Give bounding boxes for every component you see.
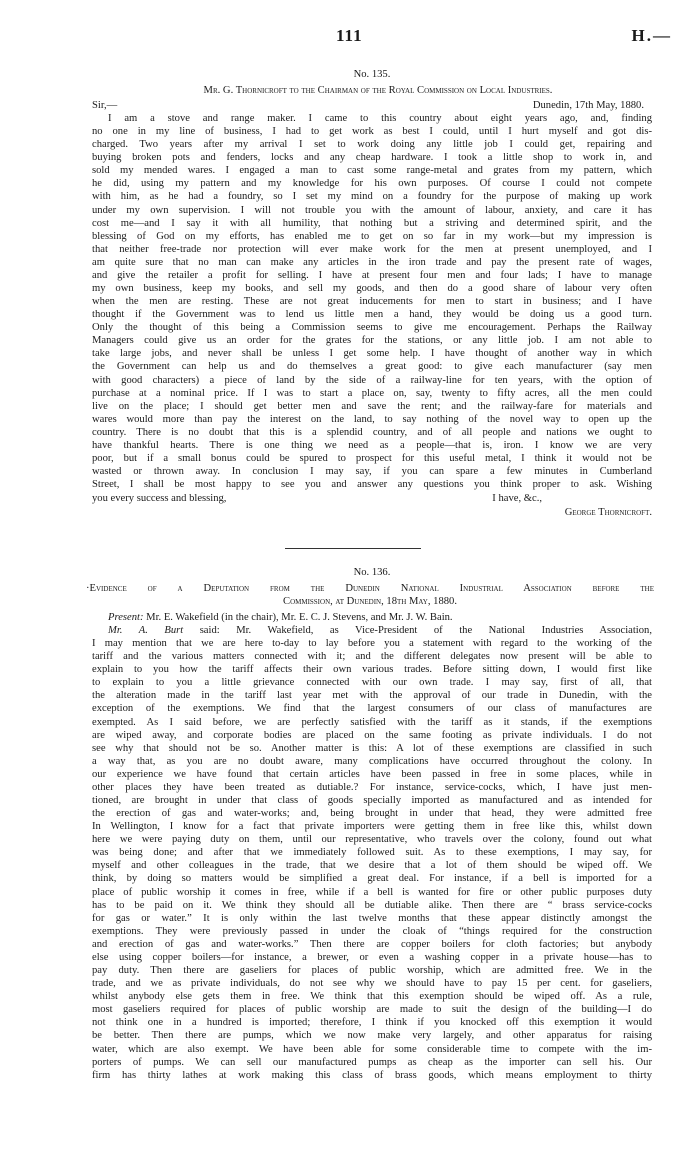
- doc135-body-line: charged. Two years after my arrival I set to work doing any little job I could get, repairing and: [92, 139, 652, 151]
- doc135-body-line: take large jobs, and never shall be unless I get some help. I have thought of another way in which: [92, 348, 652, 360]
- doc135-body-line: under my own supervision. I will not trouble you with the amount of labour, anxiety, and care it has: [92, 204, 652, 216]
- doc136-body-line: tioned, are brought in under that class of goods specially imported as manufactured and as intended for: [92, 795, 652, 807]
- doc135-body-line: purchase at a nominal price. If I was to start a place on, say, twenty to fifty acres, all the men could: [92, 387, 652, 399]
- doc135-body-line: he did, using my pattern and my knowledge for his own purposes. Of course I could not compete: [92, 178, 652, 190]
- doc136-body-line: are wiped away, and corporate bodies are placed on the same footing as private individuals. I do not: [92, 729, 652, 741]
- doc136-body-line: [92, 624, 652, 637]
- doc135-body-line: no one in my line of business, I had to get work as best I could, until I hurt myself and got dis-: [92, 126, 652, 138]
- doc135-signature: George Thornicroft.: [564, 507, 652, 518]
- doc135-body-line: Only the thought of this being a Commission seems to give me encouragement. Perhaps the Railway: [92, 322, 652, 334]
- doc136-body-line: has to be paid on it. We think they should all be dutiable alike. Then there are “ brass service-cocks: [92, 899, 652, 911]
- doc136-body-line: firm has thirty lathes at work making this class of brass goods, which means employment to thirty: [92, 1069, 652, 1081]
- doc136-body-line: the alteration made in the tariff last year met with the approval of our trade in Dunedin, with the: [92, 690, 652, 702]
- doc135-closing-right: I have, &c.,: [492, 493, 542, 504]
- doc136-body-line: tariff and the various matters connected with it; and the different delegates now present will be able to: [92, 651, 652, 663]
- present-label: Present:: [108, 612, 144, 623]
- doc136-body-line: other places they have been treated as dutiable.? For instance, service-cocks, which, I have just men-: [92, 781, 652, 793]
- doc136-body-line: our experience we have found that certain articles have been passed in free in some places, while in: [92, 768, 652, 780]
- doc136-body-line: not think one in a hundred is imported; therefore, I think if you knocked off this exemption it would: [92, 1017, 652, 1029]
- doc136-body-line: explain to you how the tariff affects their own various trades. Before sitting down, I would first like: [92, 664, 652, 676]
- doc135-body-line: I am a stove and range maker. I came to this country about eight years ago, and, finding: [108, 113, 652, 124]
- doc135-body-line: when the men are resting. These are not great inducements for men to start in business; and I have: [92, 296, 652, 308]
- doc135-body-line: blessing of God on my efforts, has enabled me to get on so far in my work—but my impression is: [92, 230, 652, 242]
- doc135-body-line: wasted or thrown away. In conclusion I may say, if you can spare a few minutes in Cumberland: [92, 466, 652, 478]
- doc135-body-line: the Government can help us and do themselves a great good: to give each manufacturer (say men: [92, 361, 652, 373]
- doc136-body-line: to explain to you a little grievance connected with our own trade. I may say, first of all, that: [92, 677, 652, 689]
- doc136-body-line: think, by doing so matters would be simplified a great deal. For instance, if a bell is imported for a: [92, 873, 652, 885]
- doc135-heading: Mr. G. Thornicroft to the Chairman of the Royal Commission on Local Industries.: [203, 85, 553, 96]
- doc135-body-line: Managers could give us an order for the grates for the stations, or any little job. I am not able to: [92, 335, 652, 347]
- doc136-body-line: here we were paying duty on them, until our representative, who travels over the colony, found out what: [92, 834, 652, 846]
- doc135-body-line: Street, I shall be most happy to see you and answer any questions you think proper to ask. Wishing: [92, 479, 652, 491]
- doc135-body: [92, 112, 652, 491]
- doc135-body-line: thought if the Government was to lend us little men a hand, they would be doing us a good turn.: [92, 309, 652, 321]
- section-divider: [285, 548, 421, 549]
- doc136-body-text: said: Mr. Wakefield, as Vice-President of the National Industries Association,: [199, 625, 652, 636]
- doc136-body-line: and erection of gas and water-works.” Then there are copper boilers for cloth factories; but anybody: [92, 938, 652, 950]
- doc136-heading: [86, 582, 654, 608]
- doc135-body-line: my own business, keep my books, and sell my goods, and then do a good share of labour very often: [92, 283, 652, 295]
- doc135-body-line: buying broken pots and fenders, locks and any cheap hardware. I took a little shop to work in, and: [92, 152, 652, 164]
- doc135-closing-left: you every success and blessing,: [92, 493, 227, 504]
- doc136-heading-line1: ·Evidence of a Deputation from the Dunedin National Industrial Association before the: [86, 583, 654, 594]
- speaker-label: Mr. A. Burt: [108, 625, 184, 636]
- doc136-body-line: exempted. As I said before, we are perfectly satisfied with the tariff as it stands, if the exemptions: [92, 716, 652, 728]
- doc136-body-line: was being done; and after that we immediately followed suit. As to these exemptions, I may say, for: [92, 847, 652, 859]
- doc136-body-line: be better. Then there are pumps, which we now make very largely, and other apparatus for raising: [92, 1030, 652, 1042]
- doc136-body-line: trade, and we as private individuals, do not see why we should have to pay 15 per cent. for gaseliers,: [92, 978, 652, 990]
- doc136-present: [108, 611, 652, 624]
- doc136-body-line: porters of pumps. We can sell our manufactured pumps as cheap as the importer can sell his. Our: [92, 1056, 652, 1068]
- doc136-body-line: water, which are also exempt. We have been able for some considerable time to compete with the im-: [92, 1043, 652, 1055]
- doc136-heading-line2: Commission, at Dunedin, 18th May, 1880.: [283, 596, 457, 608]
- doc136-body-line: see why that should not be so. Another matter is this: A lot of these exemptions are classified in such: [92, 742, 652, 754]
- doc135-body-line: with good characters) a piece of land by the side of a railway-line for ten years, with the option of: [92, 374, 652, 386]
- doc135-closing-row: [92, 492, 652, 505]
- doc136-body: [92, 624, 652, 1082]
- doc135-body-line: cost me—and I say it with all humility, that nothing but a striving and determined spirit, and the: [92, 217, 652, 229]
- doc135-body-line: have thankful hearts. There is one thing we need as a people—that is, iron. I know we are very: [92, 439, 652, 451]
- doc136-title: No. 136.: [353, 567, 391, 578]
- doc135-title: No. 135.: [353, 69, 391, 80]
- doc135-body-line: country. There is no doubt that this is a splendid country, and of all people and nations we ought to: [92, 426, 652, 438]
- doc136-body-line: exemptions. They were previously passed in under the cloak of “things required for the construction: [92, 925, 652, 937]
- doc135-body-line: with him, as he had a foundry, so I set my mind on a foundry for the purpose of making up work: [92, 191, 652, 203]
- doc136-body-line: for gas or water.” It is only within the last twelve months that these appear distinctly amongst the: [92, 912, 652, 924]
- doc135-place-date: Dunedin, 17th May, 1880.: [532, 100, 644, 111]
- doc135-body-line: wares would more than pay the interest on the land, to say nothing of the novel way to open up the: [92, 413, 652, 425]
- page-header: [0, 26, 700, 50]
- doc136-body-line: In Wellington, I know for a fact that private importers were getting them in free like this, whilst down: [92, 821, 652, 833]
- doc135-body-line: sold my mended wares. I engaged a man to cast some range-metal and grates from my pattern, which: [92, 165, 652, 177]
- doc136-body-line: place of public worship it comes in free, while if a bell is wanted for fire or other public purposes duty: [92, 886, 652, 898]
- doc136-body-line: the erection of gas and water-works; and, being brought in under that head, they were admitted free: [92, 808, 652, 820]
- doc136-body-line: exception of the exemptions. We find that the largest consumers of our class of manufactures are: [92, 703, 652, 715]
- doc135-body-line: am quite sure that no man can make any articles in the iron trade and pay the present rate of wages,: [92, 256, 652, 268]
- doc135-body-line: and give the retailer a profit for selling. I have at present four men and four lads; I have to manage: [92, 269, 652, 281]
- doc135-body-line: live on the place; I should get better men and save the rent; and the railway-fare for materials and: [92, 400, 652, 412]
- doc136-body-line: whilst anybody else gets them in free. We think that this exemption should be wiped off. As a rule,: [92, 991, 652, 1003]
- present-text: Mr. E. Wakefield (in the chair), Mr. E. C. J. Stevens, and Mr. J. W. Bain.: [146, 612, 453, 623]
- doc136-body-line: pay duty. Then there are gaseliers for places of public worship, which are admitted free. We in the: [92, 965, 652, 977]
- doc136-body-line: else using copper boilers—for instance, a brewer, or even a washing copper in a private house—has to: [92, 951, 652, 963]
- page-number: 111: [336, 26, 363, 45]
- doc135-salutation-row: [92, 99, 652, 112]
- doc136-body-line: myself and other colleagues in the trade, that we desire that a lot of them should be wiped off. We: [92, 860, 652, 872]
- doc136-body-line: most gaseliers required for places of public worship are made to suit the design of the building—I do: [92, 1004, 652, 1016]
- doc136-body-line: a way that, as you are no doubt aware, many complications have occurred throughout the colony. In: [92, 755, 652, 767]
- doc135-salutation: Sir,—: [92, 100, 118, 111]
- doc135-body-line: that neither free-trade nor protection will ever make work for the men at present unemployed, and I: [92, 243, 652, 255]
- doc135-body-line: poor, but if a small bonus could be spured to prospect for this useful metal, I think it would not be: [92, 453, 652, 465]
- doc136-body-line: I may mention that we are here to-day to lay before you a statement with regard to the working of the: [92, 638, 652, 650]
- section-label: H.—: [631, 26, 672, 45]
